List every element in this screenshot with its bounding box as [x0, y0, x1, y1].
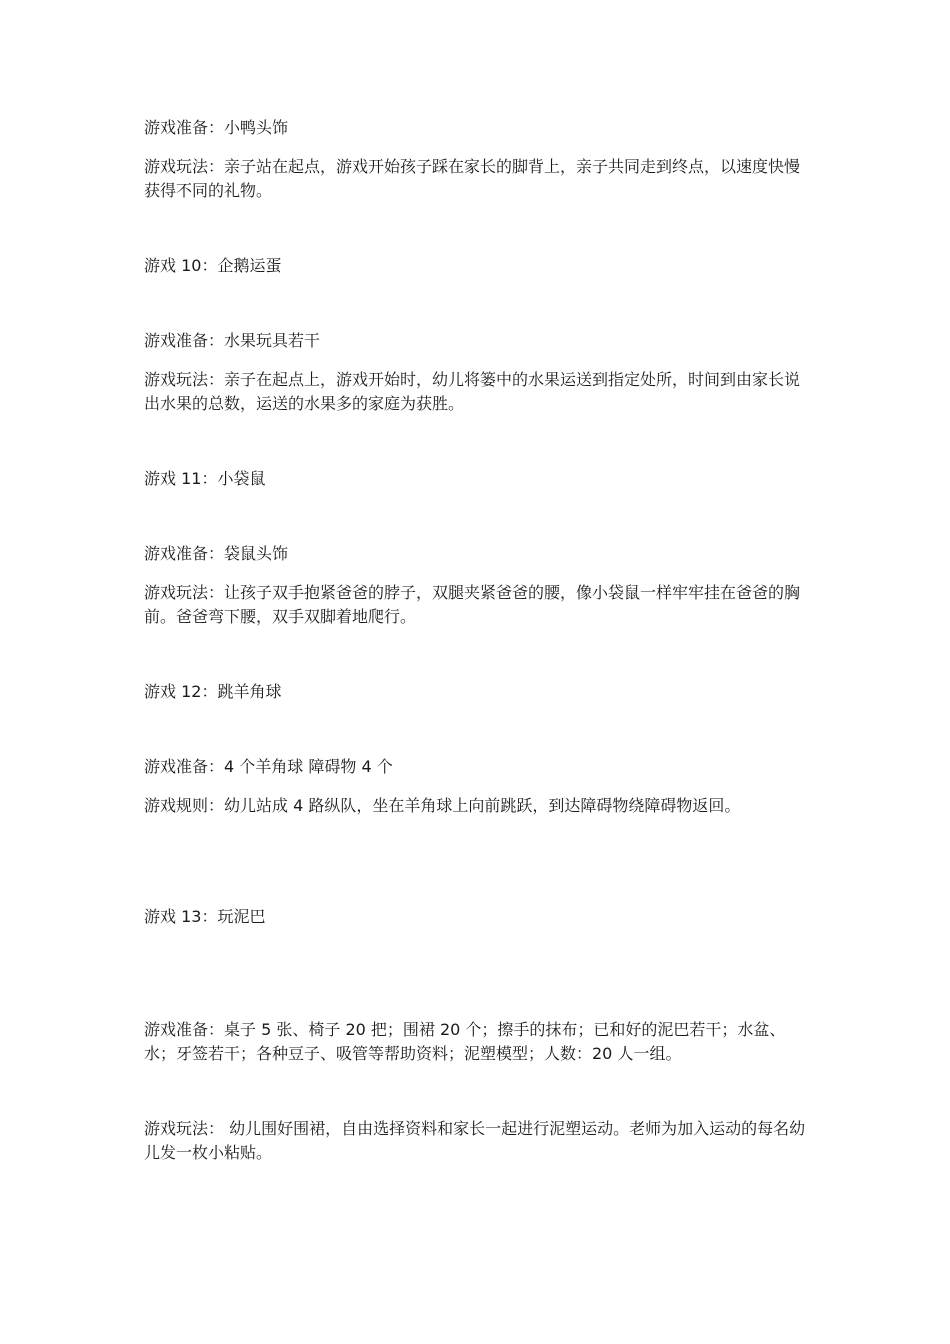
game-12-title: 游戏 12：跳羊角球	[144, 682, 282, 701]
game-10-rules: 游戏玩法：亲子在起点上，游戏开始时，幼儿将篓中的水果运送到指定处所，时间到由家长说出水果的总数，运送的水果多的家庭为获胜。	[144, 370, 801, 413]
game-10-title: 游戏 10：企鹅运蛋	[144, 256, 282, 275]
game-11-rules: 游戏玩法：让孩子双手抱紧爸爸的脖子，双腿夹紧爸爸的腰，像小袋鼠一样牢牢挂在爸爸的胸前。爸爸弯下腰，双手双脚着地爬行。	[144, 583, 801, 626]
game-12-prep: 游戏准备：4 个羊角球 障碍物 4 个	[144, 757, 393, 776]
game-13-title: 游戏 13：玩泥巴	[144, 907, 266, 926]
game-11-prep: 游戏准备：袋鼠头饰	[144, 544, 289, 563]
game-11-title: 游戏 11：小袋鼠	[144, 469, 266, 488]
game-12-rules: 游戏规则：幼儿站成 4 路纵队，坐在羊角球上向前跳跃，到达障碍物绕障碍物返回。	[144, 796, 741, 815]
game-rules-duck: 游戏玩法：亲子站在起点，游戏开始孩子踩在家长的脚背上，亲子共同走到终点，以速度快慢获得不同的礼物。	[144, 157, 801, 200]
game-13-prep: 游戏准备：桌子 5 张、椅子 20 把；围裙 20 个；擦手的抹布；已和好的泥巴若干；水盆、水；牙签若干；各种豆子、吸管等帮助资料；泥塑模型；人数：20 人一组。	[144, 1020, 786, 1063]
game-13-rules: 游戏玩法： 幼儿围好围裙，自由选择资料和家长一起进行泥塑运动。老师为加入运动的每名幼儿发一枚小粘贴。	[144, 1119, 806, 1162]
game-prep-duck: 游戏准备：小鸭头饰	[144, 118, 289, 137]
game-10-prep: 游戏准备：水果玩具若干	[144, 331, 321, 350]
